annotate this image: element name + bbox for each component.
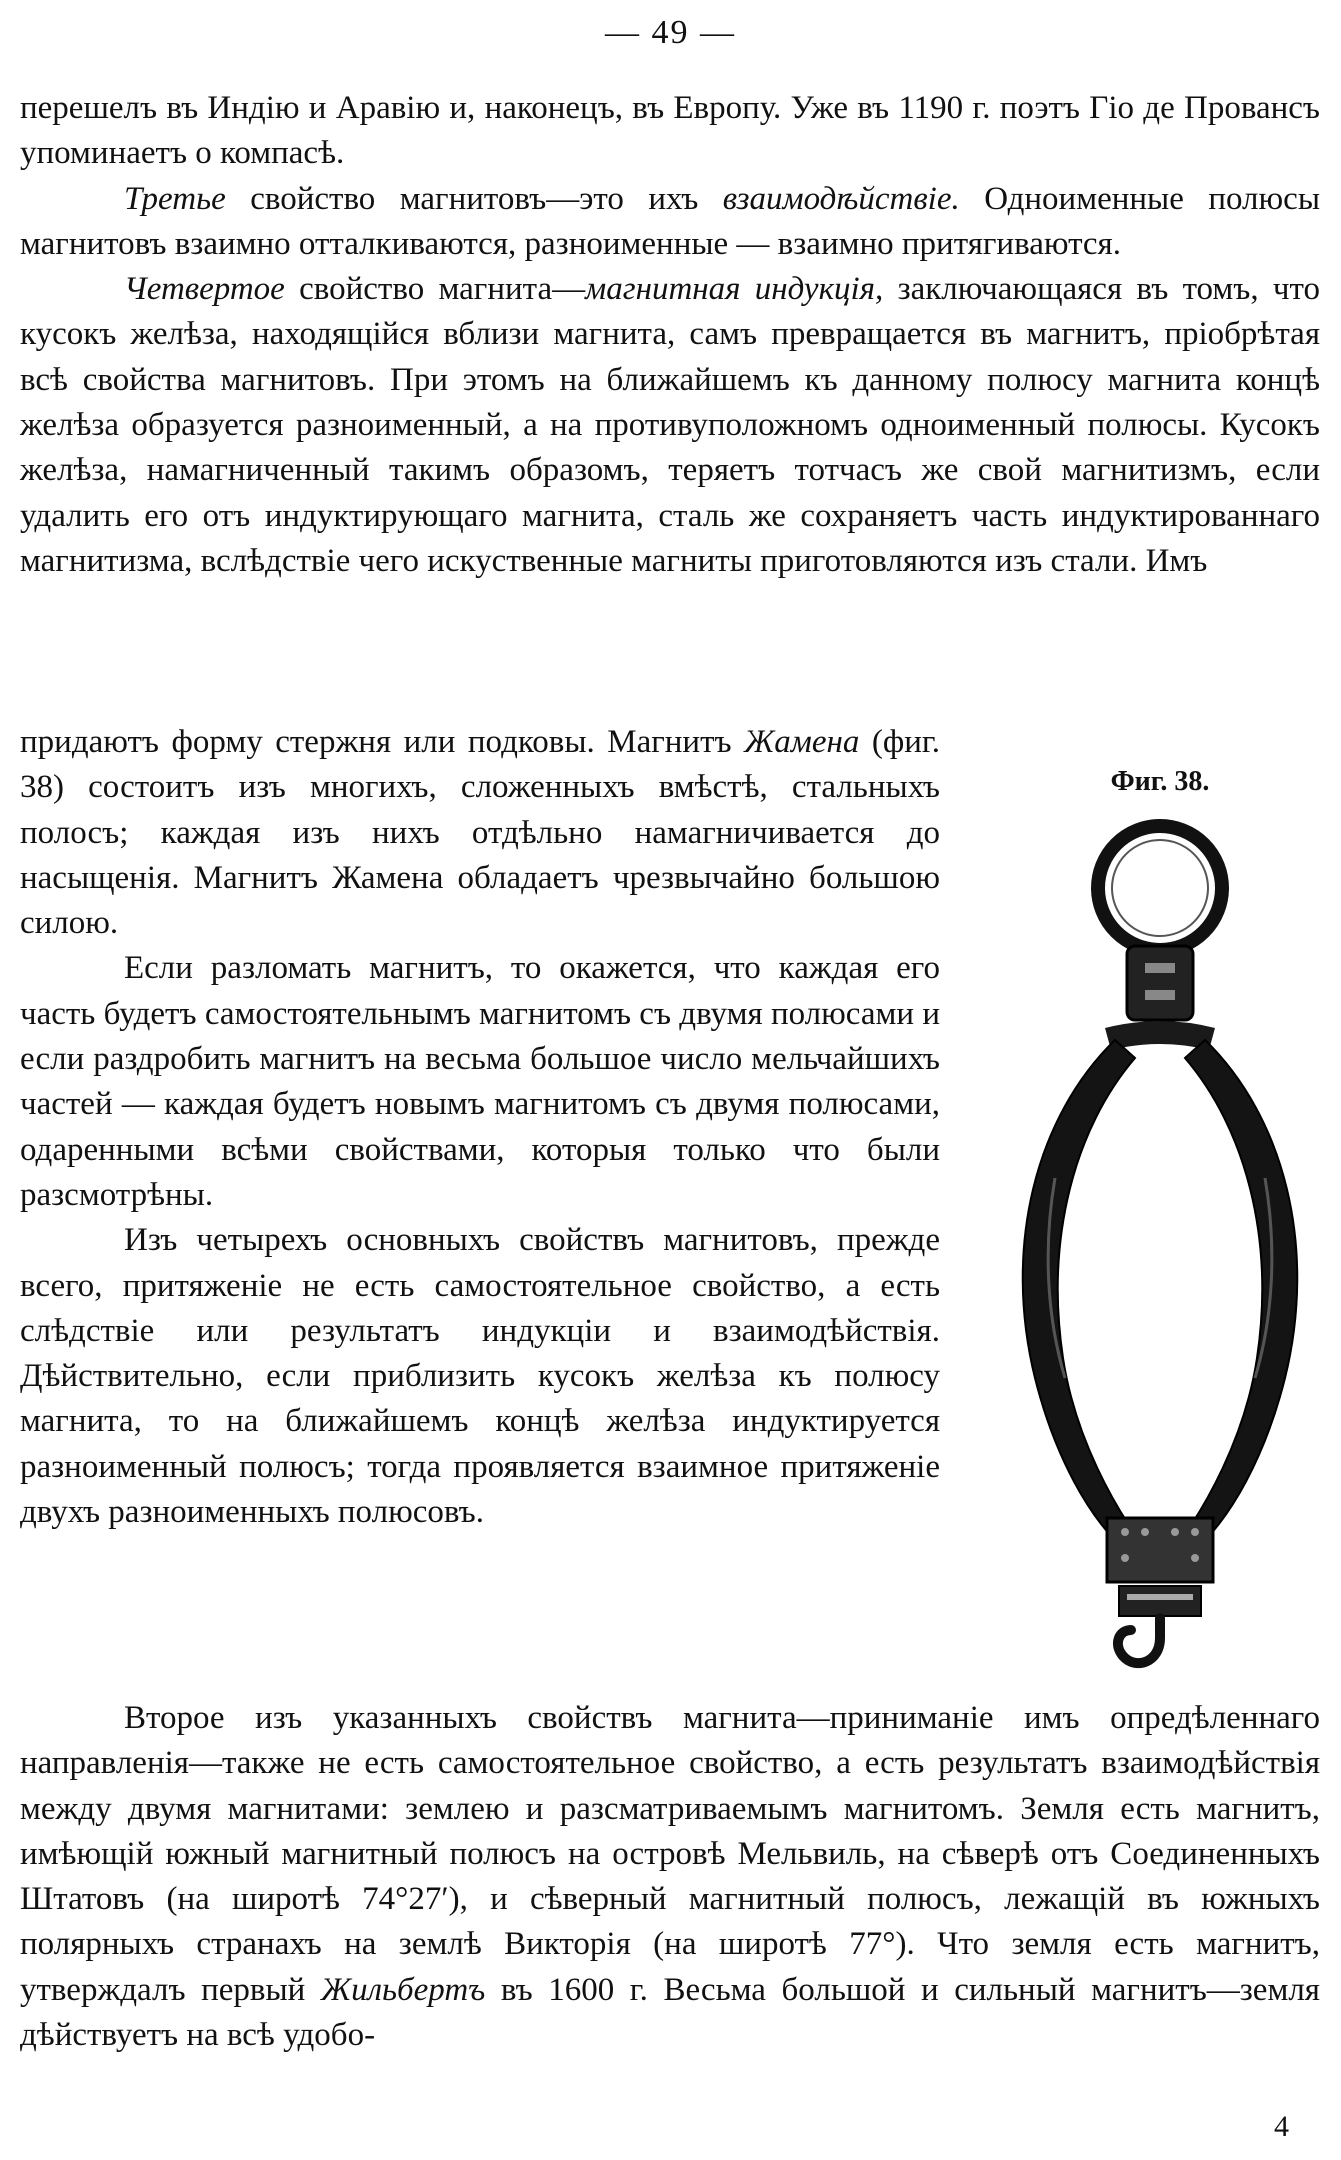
paragraph (20, 946, 940, 1218)
paragraph-text: заключающаяся въ томъ, что кусокъ желѣза, находящійся вблизи магнита, самъ превращается въ магнитъ, пріобрѣтая всѣ свойства магнитовъ. При этомъ на ближайшемъ къ данному полюсу магнита концѣ желѣза образуется разноименный, а на противуположномъ одноименный полюсы. Кусокъ желѣза, намагниченный такимъ образомъ, теряетъ тотчасъ же свой магнитизмъ, если удалить его отъ индуктирующаго магнита, сталь же сохраняетъ часть индуктированнаго магнитизма, вслѣдствіе чего искуственные магниты приготовляются изъ стали. Имъ (20, 271, 1321, 579)
paragraph (20, 177, 1320, 268)
italic-name: Жильбертъ (320, 1971, 486, 2008)
paragraph-text: придаютъ форму стержня или подковы. Магнитъ (20, 724, 745, 760)
paragraph-text: въ 1600 г. Весьма большой и сильный магнитъ—земля дѣйствуетъ на всѣ удобо- (20, 1971, 1320, 2054)
top-text-block (20, 86, 1320, 584)
paragraph-text: Одноименные полюсы магнитовъ взаимно отталкиваются, разноименные — взаимно притягиваются. (20, 180, 1320, 262)
paragraph (20, 267, 1320, 584)
paragraph-text: Если разломать магнитъ, то окажется, что каждая его часть будетъ самостоятельнымъ магнитомъ съ двумя полюсами и если раздробить магнитъ на весьма большое число мельчайшихъ частей — каждая будетъ новымъ магнитомъ съ двумя полюсами, одаренными всѣми свойствами, которыя только что были разсмотрѣны. (20, 950, 940, 1213)
paragraph-text: Изъ четырехъ основныхъ свойствъ магнитовъ, прежде всего, притяженіе не есть самостоятельное свойство, а есть слѣдствіе или результатъ индукціи и взаимодѣйствія. Дѣйствительно, если приблизить кусокъ желѣза къ полюсу магнита, то на ближайшемъ концѣ желѣза индуктируется разноименный полюсъ; тогда проявляется взаимное притяженіе двухъ разноименныхъ полюсовъ. (20, 1222, 940, 1531)
narrow-text-block (20, 720, 940, 1535)
figure-caption: Фиг. 38. (1110, 766, 1210, 797)
italic-lead: Третье (124, 180, 226, 217)
paragraph-text: (фиг. 38) состоитъ изъ многихъ, сложенныхъ вмѣстѣ, стальныхъ полосъ; каждая изъ нихъ отдѣльно намагничивается до насыщенія. Магнитъ Жамена обладаетъ чрезвычайно большою силою. (20, 724, 940, 942)
italic-term: взаимодѣйствіе. (722, 180, 960, 217)
swivel-clamp (1127, 946, 1193, 1020)
hook (1118, 1618, 1160, 1663)
page-number: — 49 — (605, 14, 736, 51)
keeper-plate (1119, 1586, 1201, 1616)
jamin-magnet-illustration (995, 818, 1325, 1678)
paragraph-text: перешелъ въ Индію и Аравію и, наконецъ, въ Европу. Уже въ 1190 г. поэтъ Гіо де Провансъ упоминаетъ о компасѣ. (20, 90, 1320, 172)
paragraph (20, 720, 940, 946)
italic-lead: Четвертое (124, 271, 285, 308)
paragraph-text: Второе изъ указанныхъ свойствъ магнита—приниманіе имъ опредѣленнаго направленія—также не есть самостоятельное свойство, а есть результатъ взаимодѣйствія между двумя магнитами: землею и разсматриваемымъ магнитомъ. Земля есть магнитъ, имѣющій южный магнитный полюсъ на островѣ Мельвиль, на сѣверѣ отъ Соединенныхъ Штатовъ (на широтѣ 74°27′), и сѣверный магнитный полюсъ, лежащій въ южныхъ полярныхъ странахъ на землѣ Викторія (на широтѣ 77°). Что земля есть магнитъ, утверждалъ первый (20, 1700, 1320, 2008)
italic-term: магнитная индукція, (585, 271, 884, 308)
suspension-ring (1098, 826, 1222, 950)
italic-name: Жамена (744, 724, 860, 760)
paragraph (20, 1696, 1320, 2058)
bottom-text-block (20, 1696, 1320, 2058)
paragraph (20, 1218, 940, 1535)
figure-38 (995, 758, 1325, 1688)
paragraph (20, 86, 1320, 177)
horseshoe-magnet-body (1023, 1040, 1298, 1548)
pole-pieces (1107, 1518, 1213, 1582)
paragraph-text: свойство магнитовъ—это ихъ (225, 180, 723, 217)
paragraph-text: свойство магнита— (284, 271, 586, 308)
signature-mark: 4 (1274, 2110, 1289, 2143)
